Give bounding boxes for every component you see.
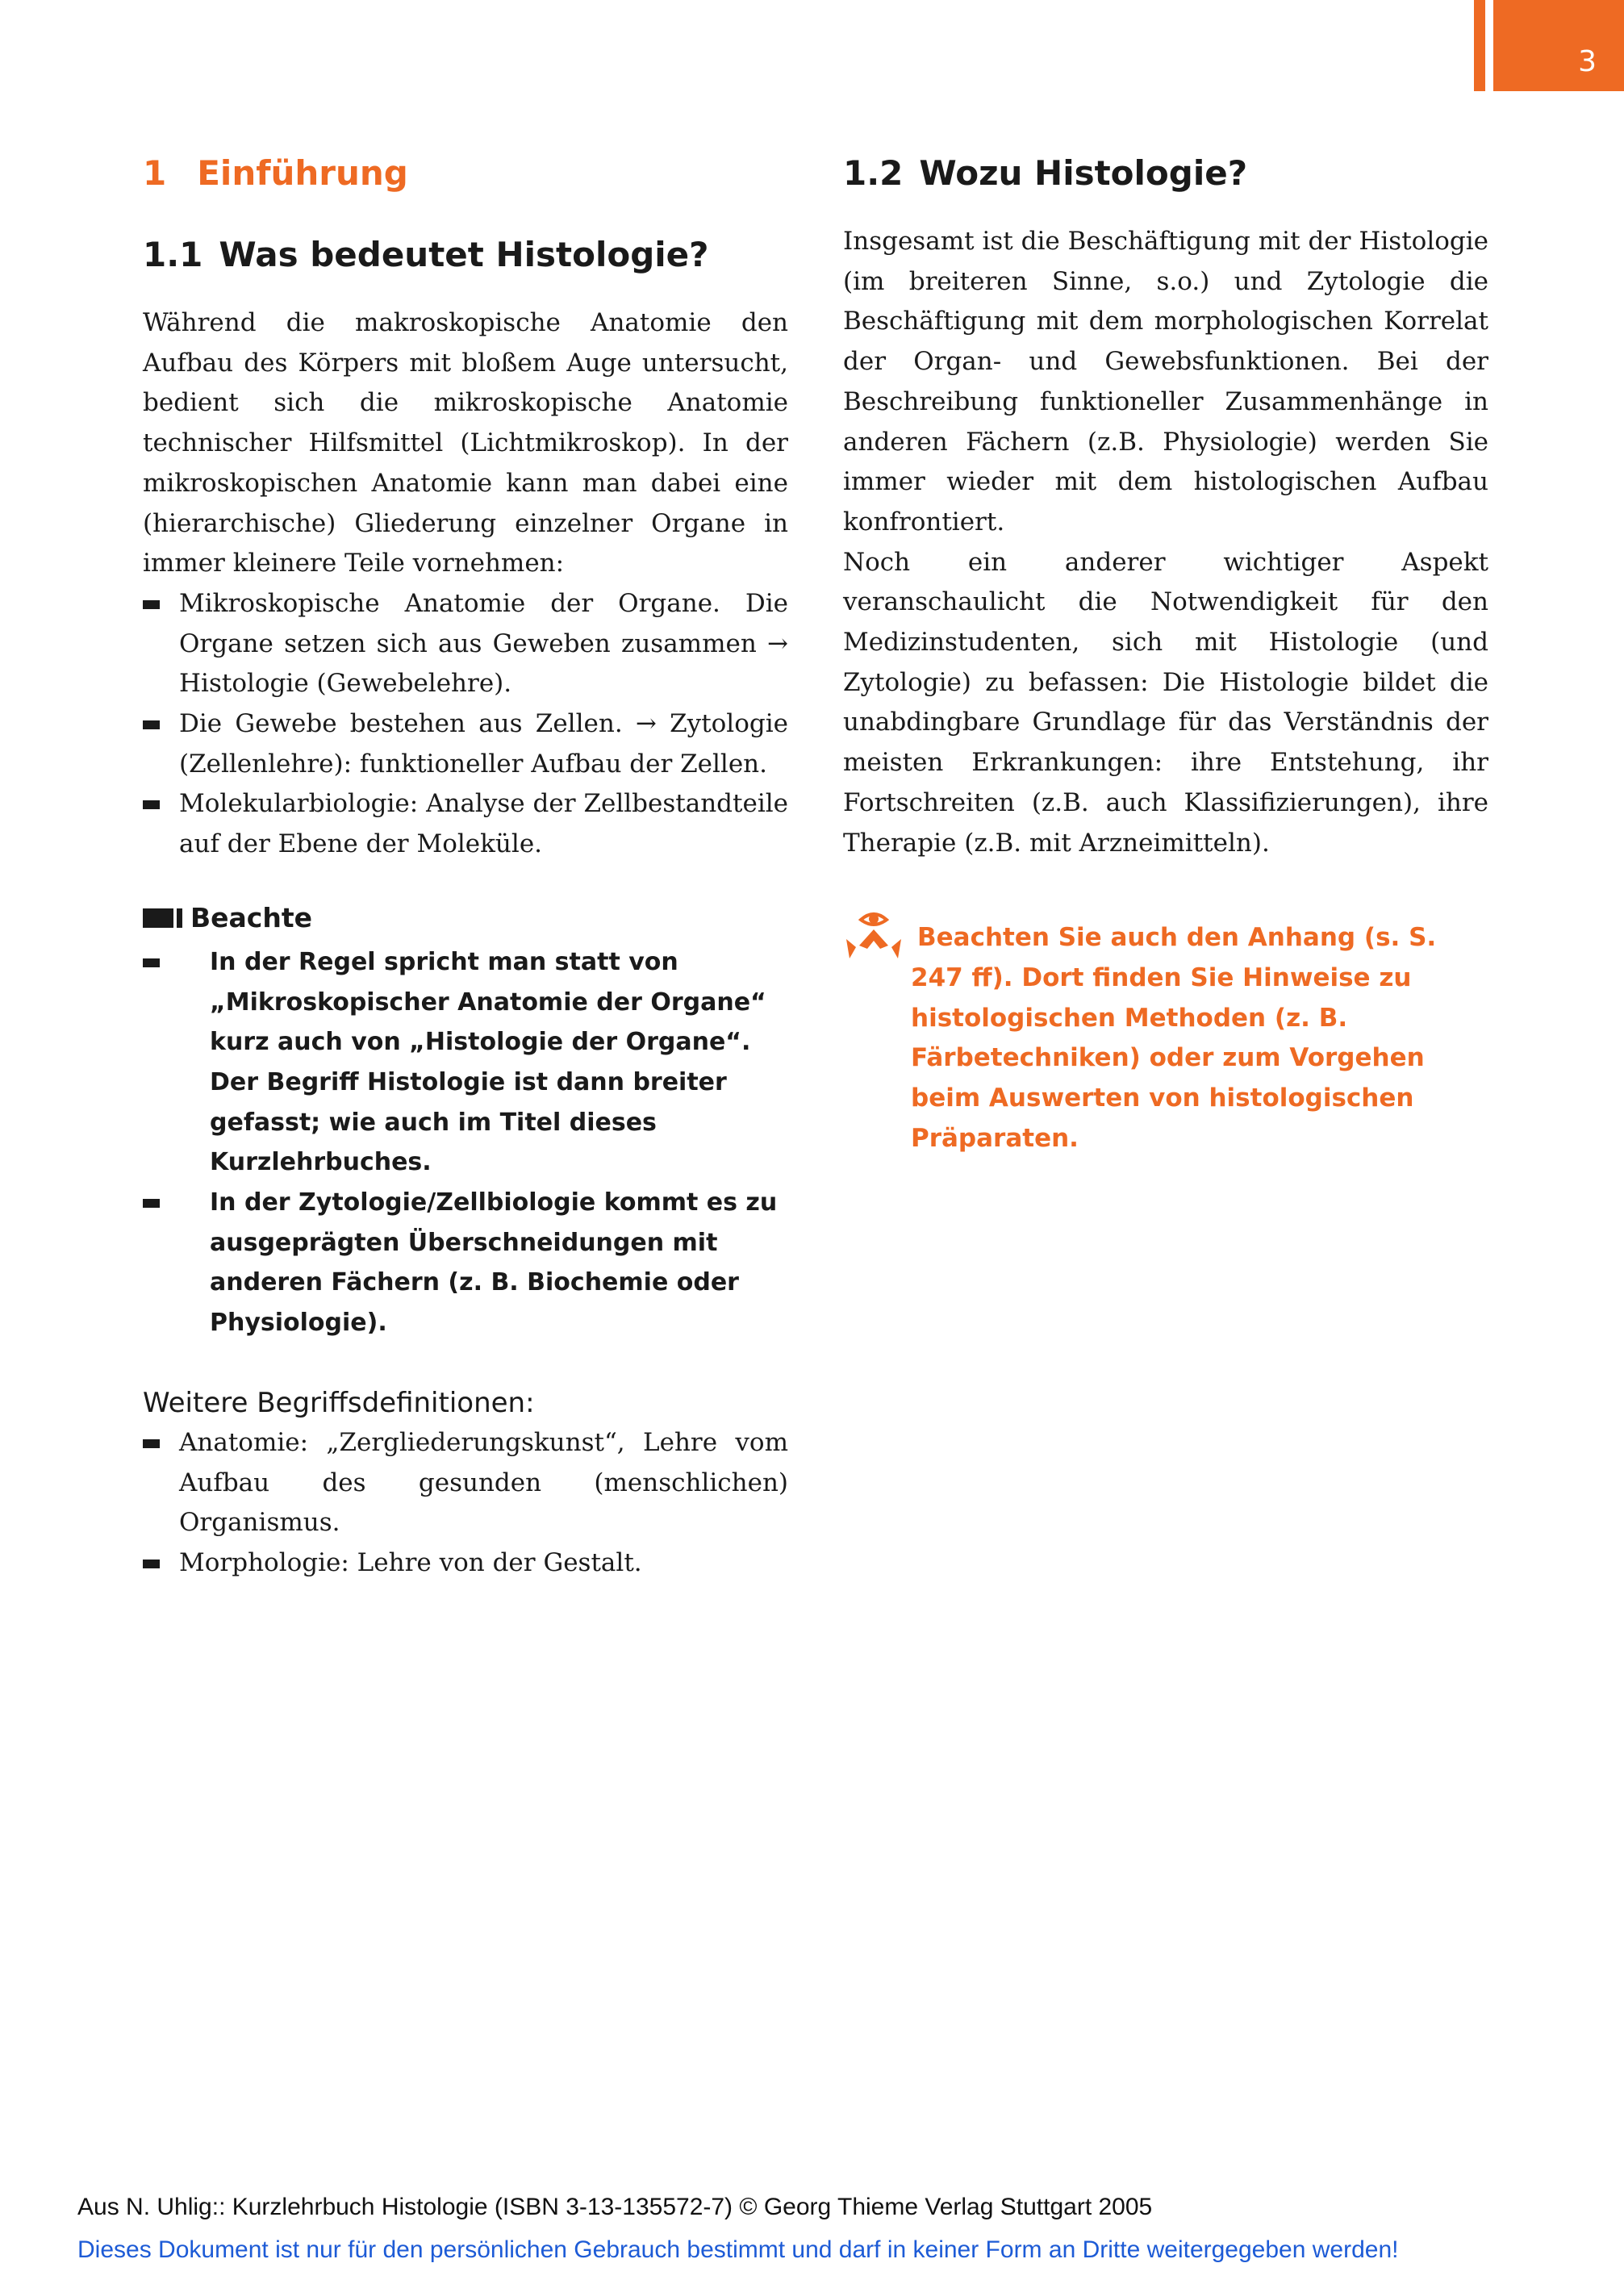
square-bullet-icon <box>143 800 160 809</box>
beachte-heading <box>143 900 788 936</box>
note-text: Beachten Sie auch den Anhang (s. S. 247 ff). Dort finden Sie Hinweise zu histologischen Methoden (z. B. Färbetechniken) oder zum Vorgehen beim Auswerten von histologischen Präparaten. <box>911 923 1437 1153</box>
page-number: 3 <box>1578 45 1597 78</box>
square-bullet-icon <box>143 958 160 967</box>
paragraph-1: Insgesamt ist die Beschäftigung mit der Histologie (im breiteren Sinne, s.o.) und Zytologie die Beschäftigung mit dem morphologischen Korrelat der Organ- und Gewebsfunktionen. Bei der Beschreibung funktioneller Zusammenhänge in anderen Fächern (z.B. Physiologie) werden Sie immer wieder mit dem histologischen Aufbau konfrontiert. <box>843 227 1488 537</box>
section-number: 1.1 <box>143 235 203 274</box>
section-heading-1-2 <box>843 153 1488 193</box>
list-item: Die Gewebe bestehen aus Zellen. → Zytologie (Zellenlehre): funktioneller Aufbau der Zellen. <box>143 704 788 784</box>
square-bullet-icon <box>143 1560 160 1568</box>
list-item: Mikroskopische Anatomie der Organe. Die Organe setzen sich aus Geweben zusammen → Histologie (Gewebelehre). <box>143 584 788 704</box>
list-item: In der Zytologie/Zellbiologie kommt es zu ausgeprägten Überschneidungen mit anderen Fächern (z. B. Biochemie oder Physiologie). <box>143 1183 788 1343</box>
page-number-tab <box>1485 0 1624 91</box>
chapter-heading <box>143 153 788 193</box>
section-number: 1.2 <box>843 153 904 193</box>
list-item: In der Regel spricht man statt von „Mikroskopischer Anatomie der Organe“ kurz auch von „Histologie der Organe“. Der Begriff Histologie ist dann breiter gefasst; wie auch im Titel dieses Kurzlehrbuches. <box>143 942 788 1183</box>
definitions-heading: Weitere Begriffsdefinitionen: <box>143 1386 535 1419</box>
definitions-list <box>143 1423 788 1584</box>
list-item: Molekularbiologie: Analyse der Zellbestandteile auf der Ebene der Moleküle. <box>143 784 788 864</box>
paragraph-2: Noch ein anderer wichtiger Aspekt veranschaulicht die Notwendigkeit für den Medizinstudenten, sich mit Histologie (und Zytologie) zu befassen: Die Histologie bildet die unabdingbare Grundlage für das Verständnis der meisten Erkrankungen: ihre Entstehung, ihr Fortschreiten (z.B. auch Klassifizierungen), ihre Therapie (z.B. mit Arzneimitteln). <box>843 547 1488 858</box>
info-box-icon <box>143 908 182 928</box>
beachte-list <box>143 942 788 1343</box>
hierarchy-list <box>143 584 788 865</box>
left-column <box>143 153 788 1584</box>
footer-notice: Dieses Dokument ist nur für den persönlichen Gebrauch bestimmt und darf in keiner Form an Dritte weitergegeben werden! <box>77 2236 1399 2263</box>
eye-arrows-icon <box>843 907 904 965</box>
square-bullet-icon <box>143 1199 160 1208</box>
square-bullet-icon <box>143 720 160 729</box>
section-title: Was bedeutet Histologie? <box>219 235 709 274</box>
chapter-number: 1 <box>143 153 167 193</box>
intro-paragraph: Während die makroskopische Anatomie den Aufbau des Körpers mit bloßem Auge untersucht, bedient sich die mikroskopische Anatomie technischer Hilfsmittel (Lichtmikroskop). In der mikroskopischen Anatomie kann man dabei eine (hierarchische) Gliederung einzelner Organe in immer kleinere Teile vornehmen: <box>143 308 788 578</box>
list-item: Morphologie: Lehre von der Gestalt. <box>143 1543 788 1584</box>
square-bullet-icon <box>143 600 160 609</box>
square-bullet-icon <box>143 1439 160 1448</box>
beachte-title: Beachte <box>190 901 313 933</box>
right-column <box>843 153 1488 1159</box>
section-title: Wozu Histologie? <box>919 153 1248 193</box>
chapter-title: Einführung <box>197 153 408 193</box>
appendix-note <box>843 918 1488 1159</box>
section-heading-1-1 <box>143 235 788 274</box>
list-item: Anatomie: „Zergliederungskunst“, Lehre vom Aufbau des gesunden (menschlichen) Organismus. <box>143 1423 788 1543</box>
footer-copyright: Aus N. Uhlig:: Kurzlehrbuch Histologie (ISBN 3-13-135572-7) © Georg Thieme Verlag Stuttgart 2005 <box>77 2194 1153 2220</box>
